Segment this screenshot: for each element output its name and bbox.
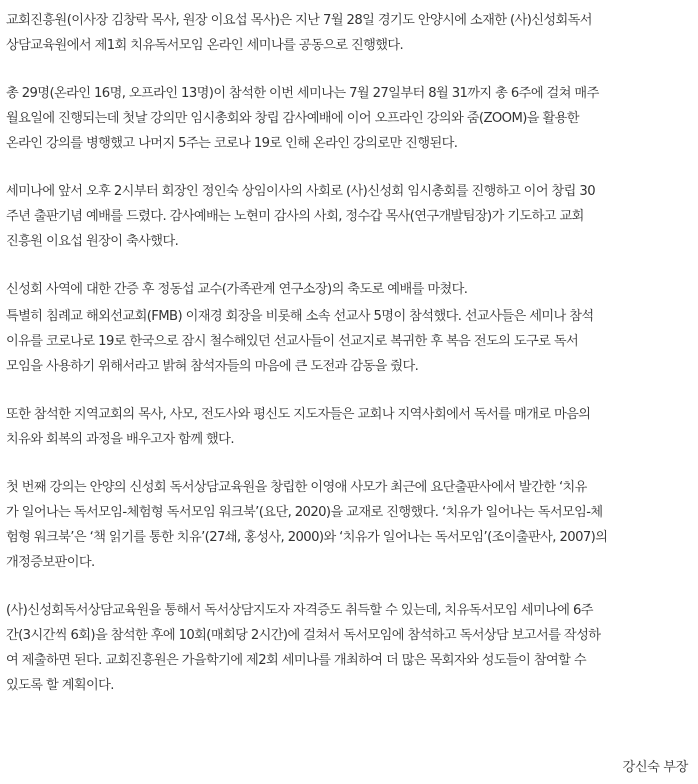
paragraph-line: 개정증보판이다. [6, 555, 95, 570]
article-body [6, 8, 688, 698]
paragraph-line: 진흥원 이요섭 원장이 축사했다. [6, 234, 179, 249]
paragraph-spacer [6, 58, 688, 81]
paragraph-line: 모임을 사용하기 위해서라고 밝혀 참석자들의 마음에 큰 도전과 감동을 줬다. [6, 359, 419, 374]
paragraph-8 [6, 598, 688, 698]
paragraph-line: (사)신성회독서상담교육원을 통해서 독서상담지도자 자격증도 취득할 수 있는데, 치유독서모임 세미나에 6주 [6, 603, 593, 618]
paragraph-line: 첫 번째 강의는 안양의 신성회 독서상담교육원을 창립한 이영애 사모가 최근에 요단출판사에서 발간한 ‘치유 [6, 480, 587, 495]
paragraph-line: 또한 참석한 지역교회의 목사, 사모, 전도사와 평신도 지도자들은 교회나 지역사회에서 독서를 매개로 마음의 [6, 407, 591, 422]
paragraph-line: 세미나에 앞서 오후 2시부터 회장인 정인숙 상임이사의 사회로 (사)신성회 임시총회를 진행하고 이어 창립 30 [6, 184, 595, 199]
paragraph-line: 신성회 사역에 대한 간증 후 정동섭 교수(가족관계 연구소장)의 축도로 예배를 마쳤다. [6, 282, 468, 297]
paragraph-line: 있도록 할 계획이다. [6, 678, 114, 693]
paragraph-6 [6, 402, 688, 452]
paragraph-line: 특별히 침례교 해외선교회(FMB) 이재경 회장을 비롯해 소속 선교사 5명이 참석했다. 선교사들은 세미나 참석 [6, 309, 594, 324]
paragraph-7 [6, 475, 688, 575]
paragraph-spacer [6, 379, 688, 402]
paragraph-2 [6, 81, 688, 156]
paragraph-spacer [6, 156, 688, 179]
author-byline: 강신숙 부장 [622, 760, 688, 775]
paragraph-spacer [6, 254, 688, 277]
paragraph-spacer [6, 575, 688, 598]
paragraph-line: 치유와 회복의 과정을 배우고자 함께 했다. [6, 432, 234, 447]
paragraph-line: 여 제출하면 된다. 교회진흥원은 가을학기에 제2회 세미나를 개최하여 더 많은 목회자와 성도들이 참여할 수 [6, 653, 587, 668]
paragraph-line: 교회진흥원(이사장 김창락 목사, 원장 이요섭 목사)은 지난 7월 28일 경기도 안양시에 소재한 (사)신성회독서 [6, 13, 592, 28]
paragraph-line: 가 일어나는 독서모임-체험형 독서모임 워크북’(요단, 2020)을 교재로 진행했다. ‘치유가 일어나는 독서모임-체 [6, 505, 603, 520]
paragraph-4 [6, 277, 688, 302]
paragraph-line: 월요일에 진행되는데 첫날 강의만 임시총회와 창립 감사예배에 이어 오프라인 강의와 줌(ZOOM)을 활용한 [6, 111, 579, 126]
paragraph-line: 온라인 강의를 병행했고 나머지 5주는 코로나 19로 인해 온라인 강의로만 진행된다. [6, 136, 458, 151]
paragraph-1 [6, 8, 688, 58]
paragraph-line: 총 29명(온라인 16명, 오프라인 13명)이 참석한 이번 세미나는 7월 27일부터 8월 31까지 총 6주에 걸쳐 매주 [6, 86, 599, 101]
paragraph-3 [6, 179, 688, 254]
paragraph-5 [6, 304, 688, 379]
paragraph-spacer [6, 452, 688, 475]
paragraph-line: 험형 워크북’은 ‘책 읽기를 통한 치유’(27쇄, 홍성사, 2000)와 ‘치유가 일어나는 독서모임’(조이출판사, 2007)의 [6, 530, 608, 545]
paragraph-line: 상담교육원에서 제1회 치유독서모임 온라인 세미나를 공동으로 진행했다. [6, 38, 404, 53]
paragraph-line: 이유를 코로나로 19로 한국으로 잠시 철수해있던 선교사들이 선교지로 복귀한 후 복음 전도의 도구로 독서 [6, 334, 579, 349]
paragraph-line: 간(3시간씩 6회)을 참석한 후에 10회(매회당 2시간)에 걸쳐서 독서모임에 참석하고 독서상담 보고서를 작성하 [6, 628, 601, 643]
paragraph-line: 주년 출판기념 예배를 드렸다. 감사예배는 노현미 감사의 사회, 정수갑 목사(연구개발팀장)가 기도하고 교회 [6, 209, 584, 224]
